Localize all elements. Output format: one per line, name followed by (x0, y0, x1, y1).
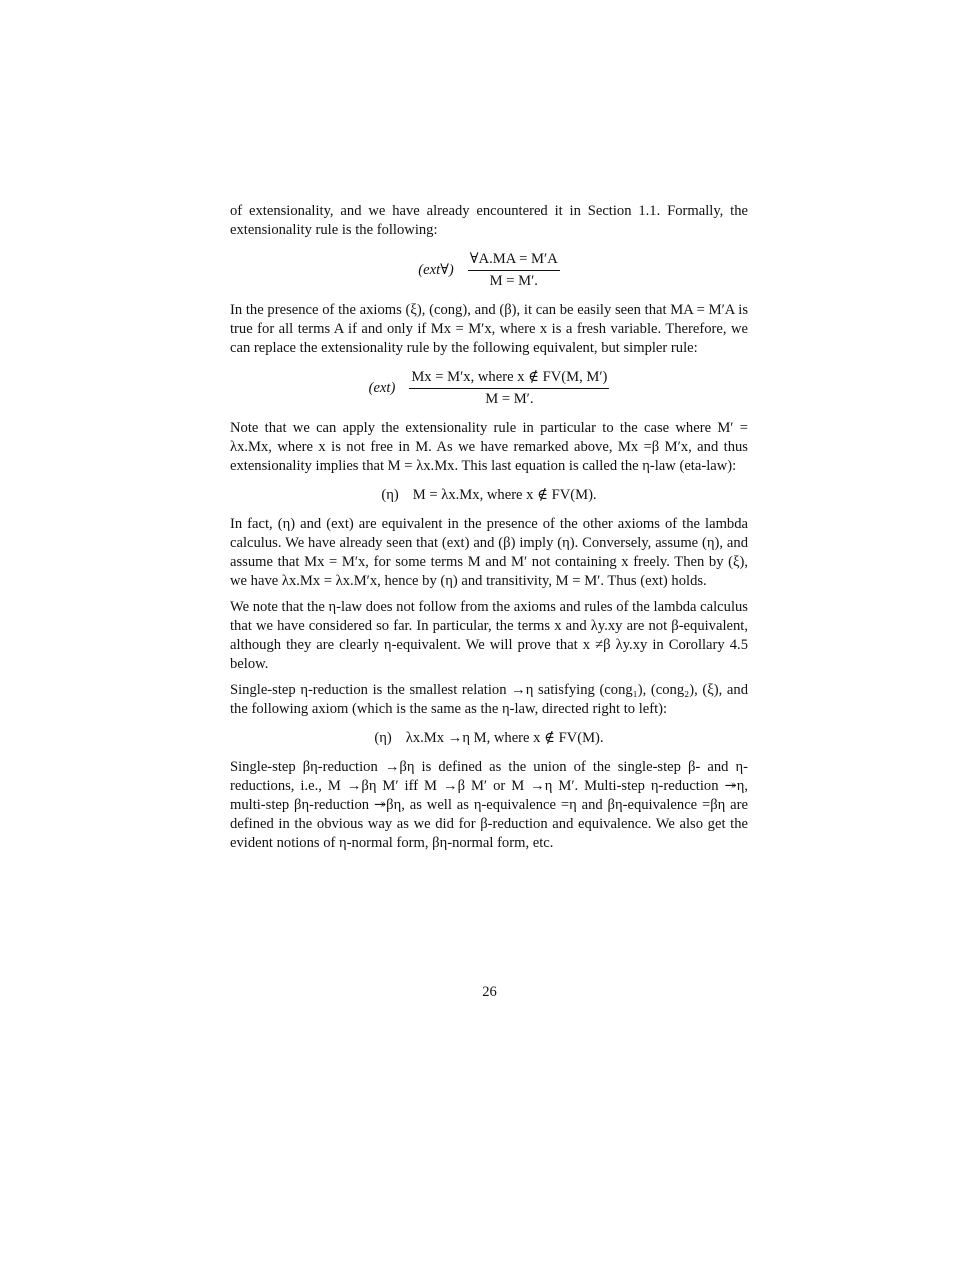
paragraph-beta-eta: Single-step βη-reduction →βη is defined as the union of the single-step β- and η-reductions, i.e., M →βη M′ iff M →β M′ or M →η M′. Multi-step η-reduction ↠η, multi-step βη-reduction ↠βη, as well as η-equivalence =η and βη-equivalence =βη are defined in the obvious way as we did for β-reduction and equivalence. We also get the evident notions of η-normal form, βη-normal form, etc. (230, 759, 748, 851)
page-number: 26 (482, 984, 497, 1000)
equation-eta-axiom (230, 729, 748, 748)
rule-ext (230, 368, 748, 409)
equation-eta-law (230, 486, 748, 505)
rule-fraction (468, 250, 560, 291)
paragraph-single-step: Single-step η-reduction is the smallest relation →η satisfying (cong₁), (cong₂), (ξ), and the following axiom (which is the same as the η-law, directed right to left): (230, 682, 748, 717)
rule-premise: Mx = M′x, where x ∉ FV(M, M′) (409, 368, 609, 389)
rule-tag: (ext∀) (418, 262, 454, 278)
equation-body: M = λx.Mx, where x ∉ FV(M). (412, 487, 597, 503)
rule-conclusion: M = M′. (489, 273, 538, 289)
paragraph-axioms: In the presence of the axioms (ξ), (cong), and (β), it can be easily seen that MA = M′A is true for all terms A if and only if Mx = M′x, where x is a fresh variable. Therefore, we can replace the extensionality rule by the following equivalent, but simpler rule: (230, 302, 748, 356)
equation-tag: (η) (381, 487, 399, 503)
equation-body: λx.Mx →η M, where x ∉ FV(M). (405, 730, 604, 746)
paragraph-not-follow: We note that the η-law does not follow from the axioms and rules of the lambda calculus that we have considered so far. In particular, the terms x and λy.xy are not β-equivalent, although they are clearly η-equivalent. We will prove that x ≠β λy.xy in Corollary 4.5 below. (230, 599, 748, 672)
rule-ext-forall (230, 250, 748, 291)
paragraph-equivalence: In fact, (η) and (ext) are equivalent in the presence of the other axioms of the lambda calculus. We have already seen that (ext) and (β) imply (η). Conversely, assume (η), and assume that Mx = M′x, for some terms M and M′ not containing x freely. Then by (ξ), we have λx.Mx = λx.M′x, hence by (η) and transitivity, M = M′. Thus (ext) holds. (230, 516, 748, 589)
equation-tag: (η) (374, 730, 392, 746)
paragraph-eta-intro: Note that we can apply the extensionality rule in particular to the case where M′ = λx.Mx, where x is not free in M. As we have remarked above, Mx =β M′x, and thus extensionality implies that M = λx.Mx. This last equation is called the η-law (eta-law): (230, 420, 748, 474)
paragraph-extensionality-intro: of extensionality, and we have already encountered it in Section 1.1. Formally, the extensionality rule is the following: (230, 203, 748, 238)
rule-premise: ∀A.MA = M′A (468, 250, 560, 271)
rule-fraction (409, 368, 609, 409)
page-body (230, 202, 748, 853)
rule-conclusion: M = M′. (485, 391, 534, 407)
rule-tag: (ext) (368, 380, 396, 396)
